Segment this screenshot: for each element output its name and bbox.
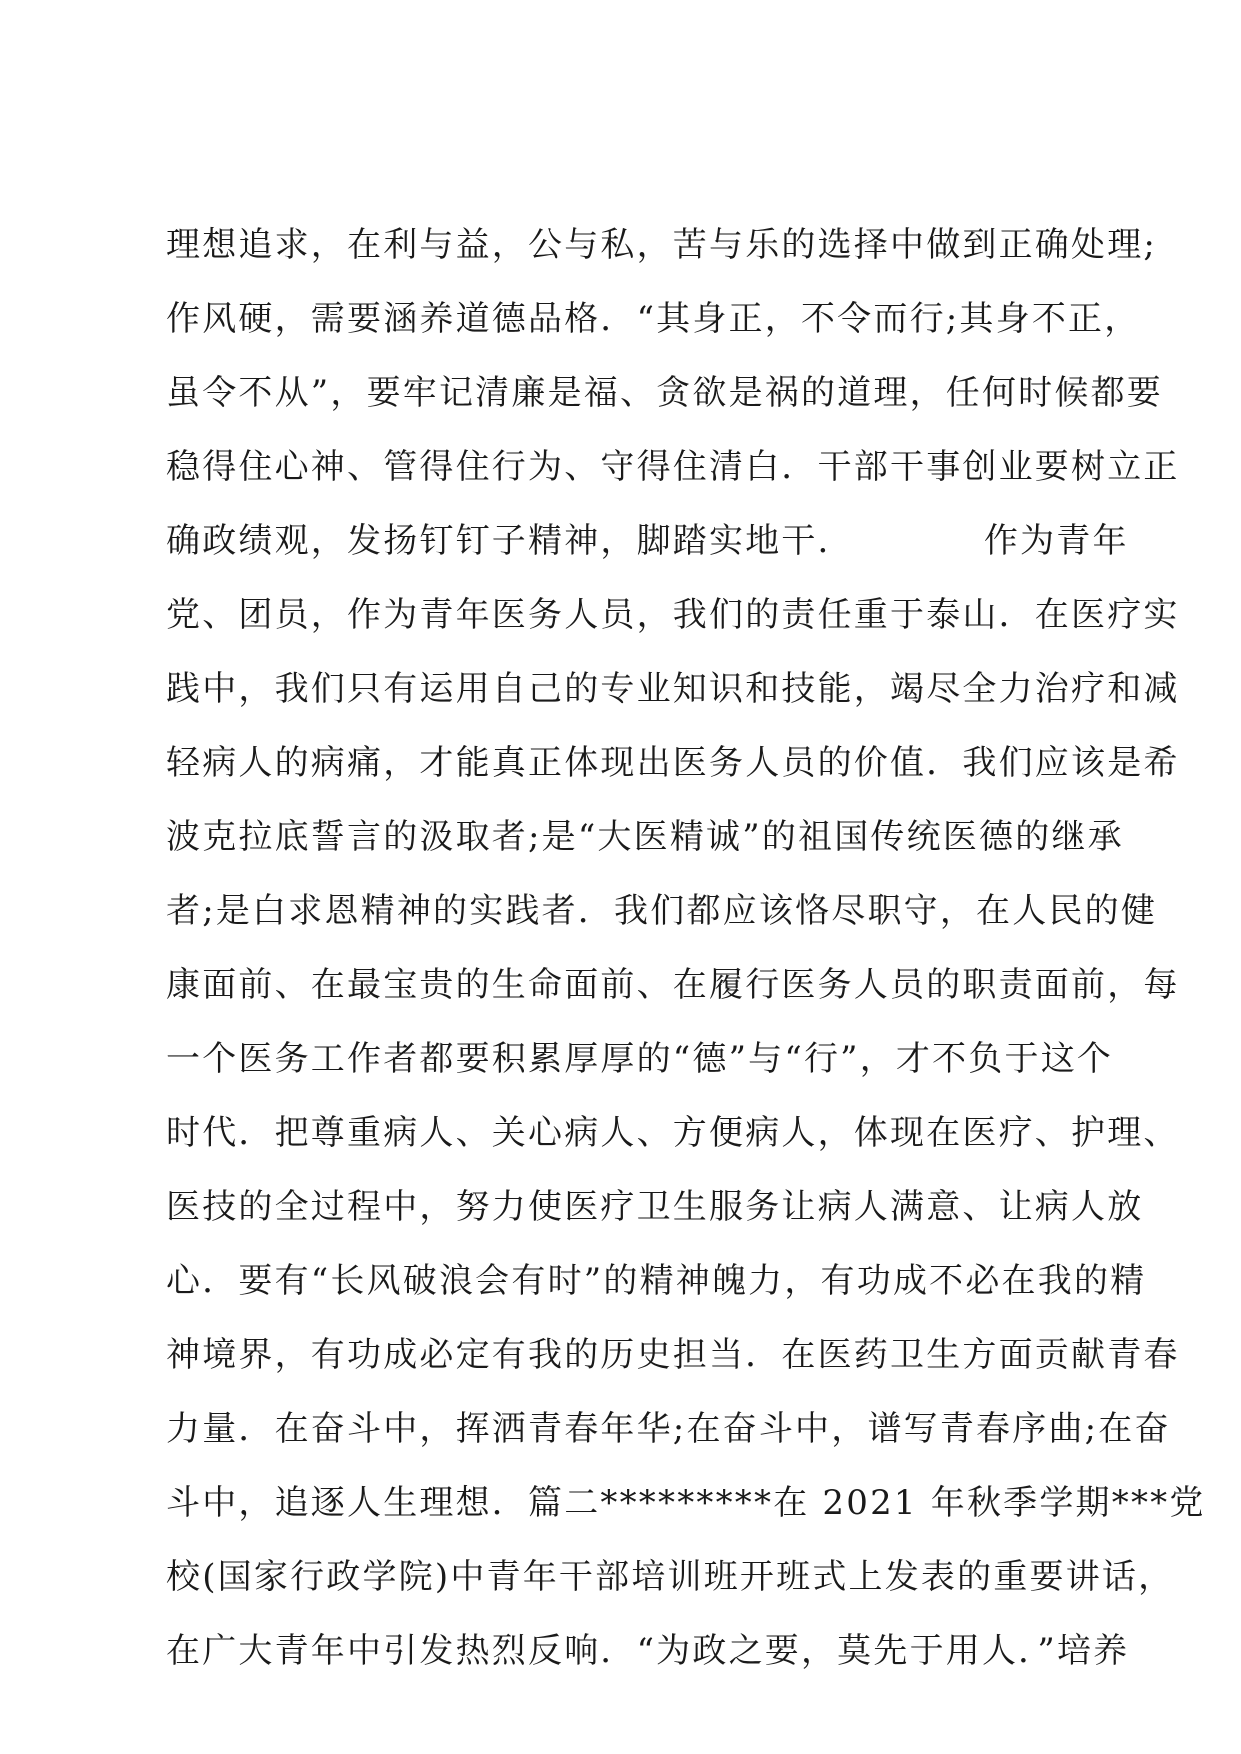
text-line: 力量．在奋斗中，挥洒青春年华;在奋斗中，谱写青春序曲;在奋 bbox=[166, 1409, 1171, 1449]
text-line: 时代．把尊重病人、关心病人、方便病人，体现在医疗、护理、 bbox=[166, 1113, 1180, 1153]
text-line: 校(国家行政学院)中青年干部培训班开班式上发表的重要讲话， bbox=[166, 1557, 1175, 1597]
text-line: 神境界，有功成必定有我的历史担当．在医药卫生方面贡献青春 bbox=[166, 1335, 1180, 1375]
text-line: 理想追求，在利与益，公与私，苦与乐的选择中做到正确处理; bbox=[166, 225, 1158, 265]
text-line: 党、团员，作为青年医务人员，我们的责任重于泰山．在医疗实 bbox=[166, 595, 1180, 635]
text-line: 轻病人的病痛，才能真正体现出医务人员的价值．我们应该是希 bbox=[166, 743, 1180, 783]
text-line: 在广大青年中引发热烈反响．“为政之要，莫先于用人．”培养 bbox=[166, 1631, 1130, 1671]
text-line: 践中，我们只有运用自己的专业知识和技能，竭尽全力治疗和减 bbox=[166, 669, 1180, 709]
text-line: 斗中，追逐人生理想．篇二*********在 2021 年秋季学期***党 bbox=[166, 1483, 1206, 1523]
text-line: 作风硬，需要涵养道德品格．“其身正，不令而行;其身不正， bbox=[166, 299, 1141, 339]
text-line: 稳得住心神、管得住行为、守得住清白．干部干事创业要树立正 bbox=[166, 447, 1180, 487]
text-line: 医技的全过程中，努力使医疗卫生服务让病人满意、让病人放 bbox=[166, 1187, 1144, 1227]
text-line: 者;是白求恩精神的实践者．我们都应该恪尽职守，在人民的健 bbox=[166, 891, 1158, 931]
text-line: 心．要有“长风破浪会有时”的精神魄力，有功成不必在我的精 bbox=[166, 1261, 1147, 1301]
text-line: 一个医务工作者都要积累厚厚的“德”与“行”，才不负于这个 bbox=[166, 1039, 1114, 1079]
text-line: 波克拉底誓言的汲取者;是“大医精诚”的祖国传统医德的继承 bbox=[166, 817, 1124, 857]
text-line: 确政绩观，发扬钉钉子精神，脚踏实地干． 作为青年 bbox=[166, 521, 1129, 561]
text-line: 虽令不从”，要牢记清廉是福、贪欲是祸的道理，任何时候都要 bbox=[166, 373, 1163, 413]
text-line: 康面前、在最宝贵的生命面前、在履行医务人员的职责面前，每 bbox=[166, 965, 1180, 1005]
body-text bbox=[166, 225, 1206, 1708]
